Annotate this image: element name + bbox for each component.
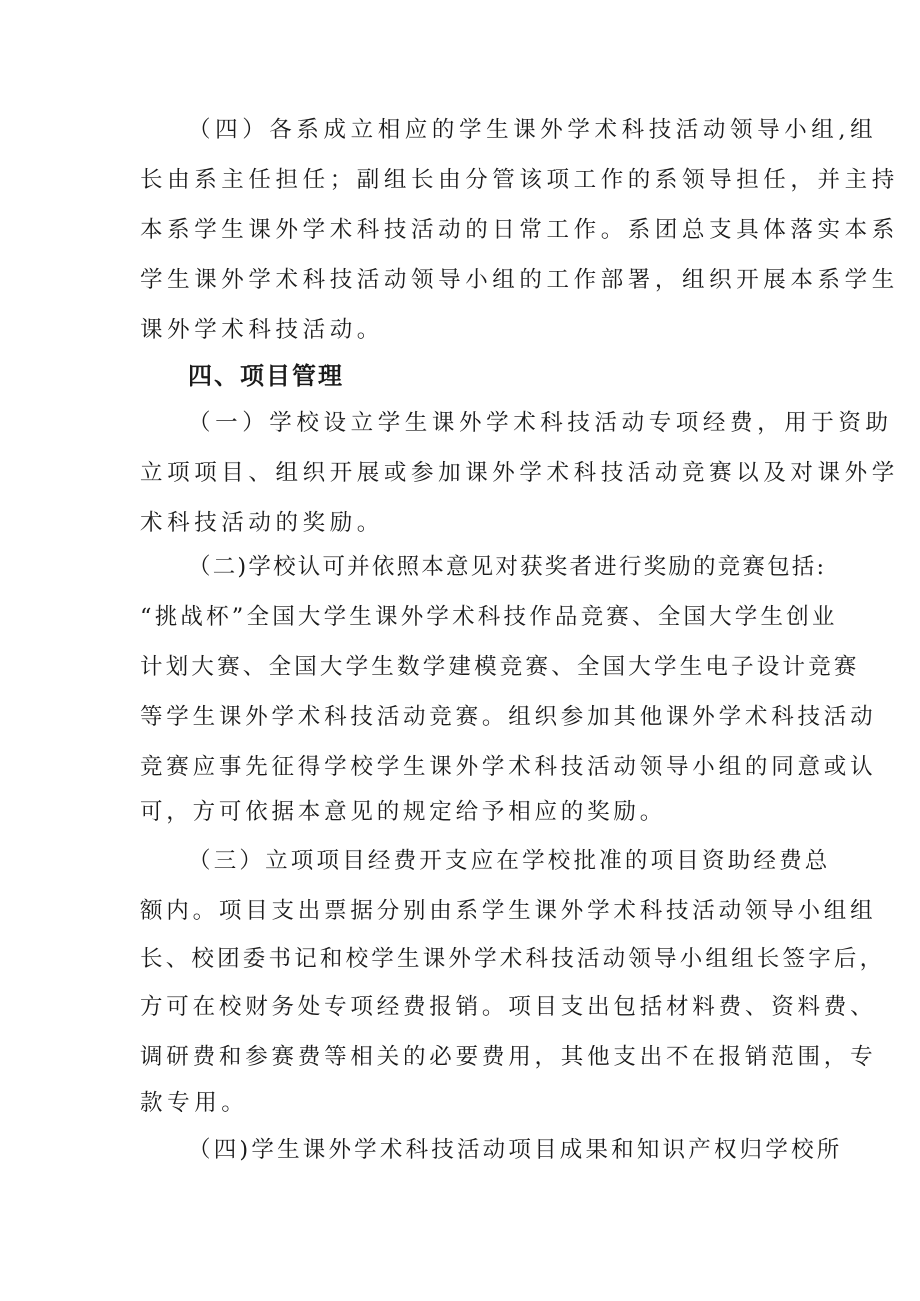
item-3-line-1: （三）立项项目经费开支应在学校批准的项目资助经费总 xyxy=(188,848,831,874)
item-3-line-3: 长、校团委书记和校学生课外学术科技活动领导小组组长签字后， xyxy=(140,946,886,972)
section-heading: 四、项目管理 xyxy=(188,362,344,390)
para-4-line-3: 本系学生课外学术科技活动的日常工作。系团总支具体落实本系 xyxy=(140,217,899,243)
para-4-line-1: （四）各系成立相应的学生课外学术科技活动领导小组,组 xyxy=(188,117,878,143)
para-4-line-4: 学生课外学术科技活动领导小组的工作部署，组织开展本系学生 xyxy=(140,267,899,293)
item-3-line-2: 额内。项目支出票据分别由系学生课外学术科技活动领导小组组 xyxy=(140,898,877,924)
item-1-line-1: （一）学校设立学生课外学术科技活动专项经费，用于资助 xyxy=(188,410,893,436)
item-2-line-3: 计划大赛、全国大学生数学建模竞赛、全国大学生电子设计竞赛 xyxy=(140,654,860,680)
item-4-line-1: （四)学生课外学术科技活动项目成果和知识产权归学校所 xyxy=(188,1137,843,1163)
item-2-line-6: 可，方可依据本意见的规定给予相应的奖励。 xyxy=(140,799,667,825)
item-3-line-4: 方可在校财务处专项经费报销。项目支出包括材料费、资料费、 xyxy=(140,994,877,1020)
item-1-line-2: 立项项目、组织开展或参加课外学术科技活动竞赛以及对课外学 xyxy=(140,460,899,486)
item-1-line-3: 术科技活动的奖励。 xyxy=(140,510,384,536)
item-3-line-6: 款专用。 xyxy=(140,1090,249,1116)
item-2-line-5: 竞赛应事先征得学校学生课外学术科技活动领导小组的同意或认 xyxy=(140,754,877,780)
para-4-line-2: 长由系主任担任；副组长由分管该项工作的系领导担任，并主持 xyxy=(140,167,899,193)
item-2-line-2: “挑战杯”全国大学生课外学术科技作品竞赛、全国大学生创业 xyxy=(140,604,838,630)
item-2-line-1: （二)学校认可并依照本意见对获奖者进行奖励的竞赛包括: xyxy=(188,554,827,580)
item-2-line-4: 等学生课外学术科技活动竞赛。组织参加其他课外学术科技活动 xyxy=(140,704,877,730)
para-4-line-5: 课外学术科技活动。 xyxy=(140,317,384,343)
item-3-line-5: 调研费和参赛费等相关的必要费用，其他支出不在报销范围，专 xyxy=(140,1044,877,1070)
